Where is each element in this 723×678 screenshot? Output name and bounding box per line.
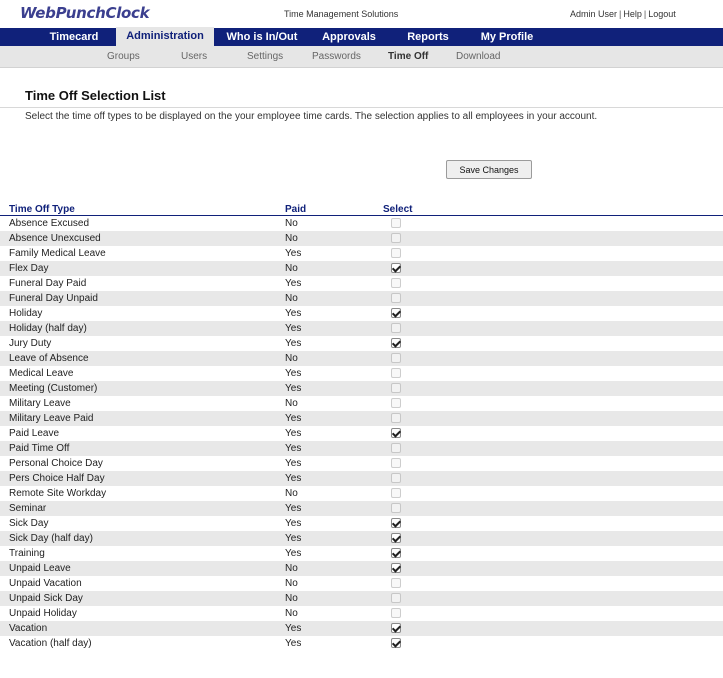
paid-cell: No <box>285 608 298 619</box>
tab-approvals[interactable]: Approvals <box>322 31 376 43</box>
header-paid[interactable]: Paid <box>285 204 307 215</box>
time-off-type-cell: Paid Leave <box>9 428 60 439</box>
select-checkbox[interactable] <box>391 413 401 423</box>
table-row <box>0 516 723 531</box>
time-off-type-cell: Medical Leave <box>9 368 74 379</box>
paid-cell: Yes <box>285 248 302 259</box>
logout-link[interactable]: Logout <box>648 9 676 19</box>
select-checkbox[interactable] <box>391 533 401 543</box>
table-row <box>0 381 723 396</box>
select-checkbox[interactable] <box>391 548 401 558</box>
table-row <box>0 606 723 621</box>
time-off-type-cell: Military Leave <box>9 398 71 409</box>
select-checkbox[interactable] <box>391 383 401 393</box>
paid-cell: Yes <box>285 473 302 484</box>
paid-cell: Yes <box>285 323 302 334</box>
paid-cell: Yes <box>285 413 302 424</box>
paid-cell: No <box>285 488 298 499</box>
paid-cell: Yes <box>285 338 302 349</box>
select-checkbox[interactable] <box>391 398 401 408</box>
subnav-download[interactable]: Download <box>456 51 501 62</box>
paid-cell: Yes <box>285 638 302 649</box>
subnav-time-off[interactable]: Time Off <box>388 51 429 62</box>
select-checkbox[interactable] <box>391 608 401 618</box>
paid-cell: No <box>285 263 298 274</box>
table-row <box>0 636 723 651</box>
time-off-type-cell: Funeral Day Unpaid <box>9 293 98 304</box>
table-row <box>0 621 723 636</box>
paid-cell: No <box>285 578 298 589</box>
select-checkbox[interactable] <box>391 278 401 288</box>
select-checkbox[interactable] <box>391 308 401 318</box>
separator: | <box>619 9 622 19</box>
select-checkbox[interactable] <box>391 248 401 258</box>
paid-cell: No <box>285 593 298 604</box>
time-off-type-cell: Family Medical Leave <box>9 248 106 259</box>
page-title: Time Off Selection List <box>25 88 166 103</box>
time-off-type-cell: Unpaid Sick Day <box>9 593 83 604</box>
subnav-users[interactable]: Users <box>181 51 208 62</box>
table-row <box>0 531 723 546</box>
select-checkbox[interactable] <box>391 428 401 438</box>
tab-administration[interactable]: Administration <box>116 27 214 46</box>
table-row <box>0 591 723 606</box>
select-checkbox[interactable] <box>391 263 401 273</box>
paid-cell: No <box>285 353 298 364</box>
time-off-type-cell: Remote Site Workday <box>9 488 107 499</box>
select-checkbox[interactable] <box>391 623 401 633</box>
table-row <box>0 471 723 486</box>
table-row <box>0 306 723 321</box>
table-row <box>0 426 723 441</box>
select-checkbox[interactable] <box>391 458 401 468</box>
table-row <box>0 576 723 591</box>
paid-cell: Yes <box>285 458 302 469</box>
paid-cell: Yes <box>285 428 302 439</box>
save-changes-button[interactable]: Save Changes <box>446 160 532 179</box>
select-checkbox[interactable] <box>391 353 401 363</box>
select-checkbox[interactable] <box>391 503 401 513</box>
tab-reports[interactable]: Reports <box>407 31 449 43</box>
table-row <box>0 321 723 336</box>
paid-cell: No <box>285 398 298 409</box>
paid-cell: Yes <box>285 383 302 394</box>
paid-cell: No <box>285 218 298 229</box>
table-row <box>0 351 723 366</box>
select-checkbox[interactable] <box>391 218 401 228</box>
select-checkbox[interactable] <box>391 338 401 348</box>
table-row <box>0 411 723 426</box>
time-off-type-cell: Flex Day <box>9 263 49 274</box>
subnav-settings[interactable]: Settings <box>247 51 284 62</box>
help-link[interactable]: Help <box>623 9 642 19</box>
table-body <box>0 216 723 651</box>
select-checkbox[interactable] <box>391 293 401 303</box>
select-checkbox[interactable] <box>391 233 401 243</box>
subnav-passwords[interactable]: Passwords <box>312 51 361 62</box>
time-off-type-cell: Absence Excused <box>9 218 90 229</box>
paid-cell: Yes <box>285 308 302 319</box>
time-off-type-cell: Unpaid Holiday <box>9 608 77 619</box>
tab-timecard[interactable]: Timecard <box>49 31 99 43</box>
top-bar <box>0 0 723 28</box>
separator: | <box>643 9 647 19</box>
table-row <box>0 561 723 576</box>
time-off-type-cell: Seminar <box>9 503 47 514</box>
time-off-type-cell: Unpaid Vacation <box>9 578 82 589</box>
paid-cell: Yes <box>285 548 302 559</box>
time-off-type-cell: Meeting (Customer) <box>9 383 98 394</box>
time-off-type-cell: Funeral Day Paid <box>9 278 87 289</box>
table-row <box>0 456 723 471</box>
select-checkbox[interactable] <box>391 563 401 573</box>
table-row <box>0 216 723 231</box>
table-row <box>0 486 723 501</box>
paid-cell: Yes <box>285 503 302 514</box>
time-off-type-cell: Military Leave Paid <box>9 413 94 424</box>
select-checkbox[interactable] <box>391 488 401 498</box>
time-off-type-cell: Unpaid Leave <box>9 563 71 574</box>
paid-cell: Yes <box>285 623 302 634</box>
top-links <box>570 9 676 19</box>
time-off-type-cell: Pers Choice Half Day <box>9 473 105 484</box>
paid-cell: Yes <box>285 443 302 454</box>
admin-user-link[interactable]: Admin User <box>570 9 618 19</box>
header-select[interactable]: Select <box>383 204 413 215</box>
select-checkbox[interactable] <box>391 638 401 648</box>
paid-cell: Yes <box>285 368 302 379</box>
tagline: Time Management Solutions <box>284 9 399 19</box>
select-checkbox[interactable] <box>391 443 401 453</box>
time-off-type-cell: Sick Day (half day) <box>9 533 93 544</box>
time-off-type-cell: Holiday (half day) <box>9 323 87 334</box>
table-row <box>0 231 723 246</box>
time-off-type-cell: Absence Unexcused <box>9 233 101 244</box>
table-row <box>0 291 723 306</box>
table-row <box>0 441 723 456</box>
time-off-type-cell: Vacation <box>9 623 48 634</box>
time-off-type-cell: Vacation (half day) <box>9 638 92 649</box>
table-row <box>0 501 723 516</box>
paid-cell: Yes <box>285 533 302 544</box>
sub-nav <box>0 46 723 68</box>
paid-cell: No <box>285 563 298 574</box>
select-checkbox[interactable] <box>391 473 401 483</box>
table-row <box>0 336 723 351</box>
time-off-type-cell: Paid Time Off <box>9 443 70 454</box>
table-row <box>0 366 723 381</box>
time-off-type-cell: Leave of Absence <box>9 353 89 364</box>
time-off-type-cell: Sick Day <box>9 518 49 529</box>
table-row <box>0 396 723 411</box>
tab-who-is-in-out[interactable]: Who is In/Out <box>226 31 298 43</box>
table-row <box>0 546 723 561</box>
time-off-type-cell: Training <box>9 548 45 559</box>
table-row <box>0 276 723 291</box>
time-off-type-cell: Jury Duty <box>9 338 52 349</box>
table-row <box>0 261 723 276</box>
app-logo[interactable]: WebPunchClock <box>20 4 150 22</box>
select-checkbox[interactable] <box>391 593 401 603</box>
paid-cell: Yes <box>285 278 302 289</box>
tab-my-profile[interactable]: My Profile <box>480 31 534 43</box>
select-checkbox[interactable] <box>391 518 401 528</box>
page-description: Select the time off types to be displayed on the your employee time cards. The selection applies to all employees in your account. <box>25 111 598 122</box>
time-off-table <box>0 201 723 651</box>
header-time-off-type[interactable]: Time Off Type <box>9 204 75 215</box>
time-off-type-cell: Holiday <box>9 308 43 319</box>
table-row <box>0 246 723 261</box>
paid-cell: Yes <box>285 518 302 529</box>
paid-cell: No <box>285 233 298 244</box>
time-off-type-cell: Personal Choice Day <box>9 458 103 469</box>
divider <box>0 107 723 108</box>
main-nav <box>0 28 723 46</box>
select-checkbox[interactable] <box>391 368 401 378</box>
subnav-groups[interactable]: Groups <box>107 51 140 62</box>
paid-cell: No <box>285 293 298 304</box>
select-checkbox[interactable] <box>391 323 401 333</box>
table-header <box>0 201 723 216</box>
select-checkbox[interactable] <box>391 578 401 588</box>
